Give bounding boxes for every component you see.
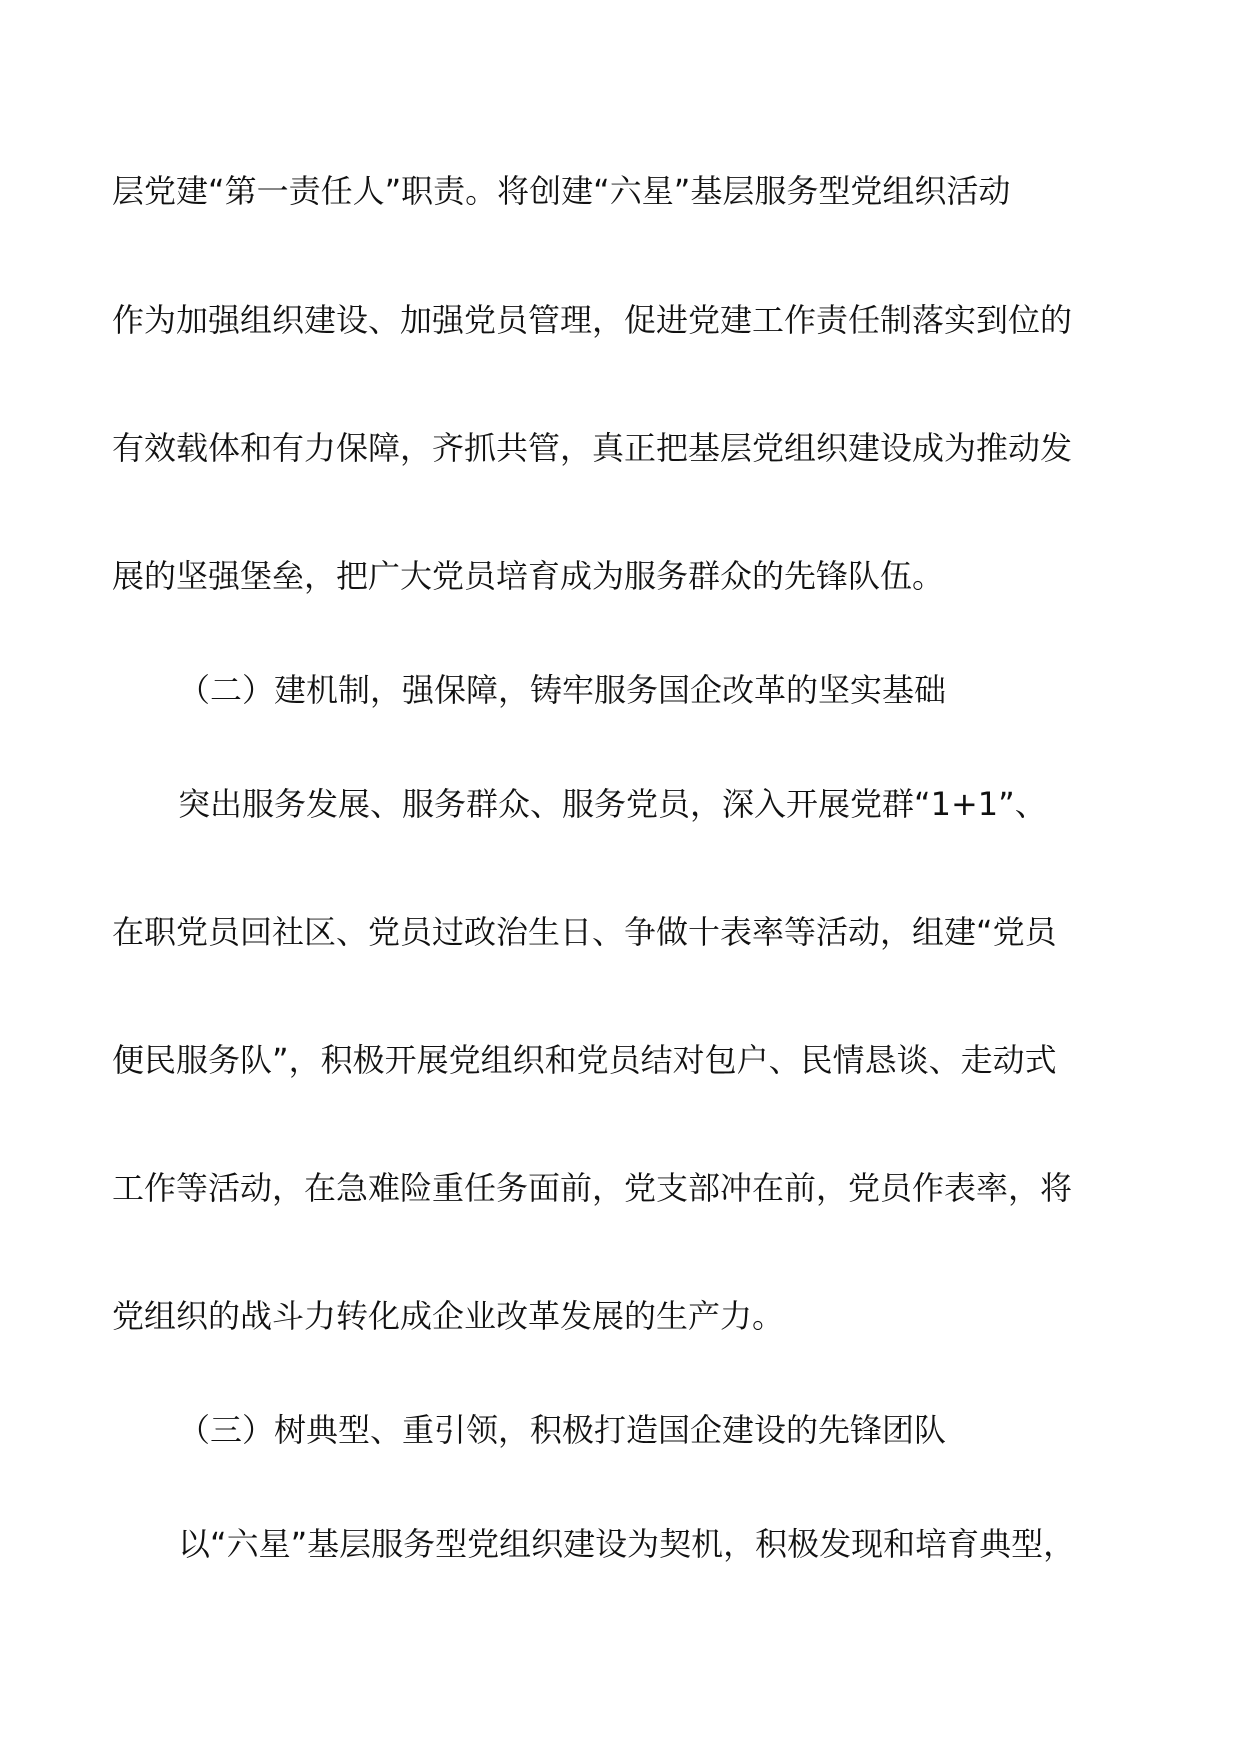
- section-heading: （三）树典型、重引领，积极打造国企建设的先锋团队: [178, 1411, 947, 1449]
- paragraph-line: 工作等活动，在急难险重任务面前，党支部冲在前，党员作表率，将: [112, 1169, 1073, 1207]
- paragraph-line: 在职党员回社区、党员过政治生日、争做十表率等活动，组建“党员: [112, 913, 1057, 951]
- paragraph-line: 展的坚强堡垒，把广大党员培育成为服务群众的先锋队伍。: [112, 557, 945, 595]
- paragraph-line: 作为加强组织建设、加强党员管理，促进党建工作责任制落实到位的: [112, 301, 1073, 339]
- paragraph-line: 以“六星”基层服务型党组织建设为契机，积极发现和培育典型，: [178, 1525, 1076, 1563]
- paragraph-line: 层党建“第一责任人”职责。将创建“六星”基层服务型党组织活动: [112, 172, 1011, 210]
- paragraph-line: 党组织的战斗力转化成企业改革发展的生产力。: [112, 1297, 785, 1335]
- section-heading: （二）建机制，强保障，铸牢服务国企改革的坚实基础: [178, 671, 947, 709]
- paragraph-line: 有效载体和有力保障，齐抓共管，真正把基层党组织建设成为推动发: [112, 429, 1073, 467]
- paragraph-line: 突出服务发展、服务群众、服务党员，深入开展党群“1+1”、: [178, 785, 1047, 823]
- paragraph-line: 便民服务队”，积极开展党组织和党员结对包户、民情恳谈、走动式: [112, 1041, 1057, 1079]
